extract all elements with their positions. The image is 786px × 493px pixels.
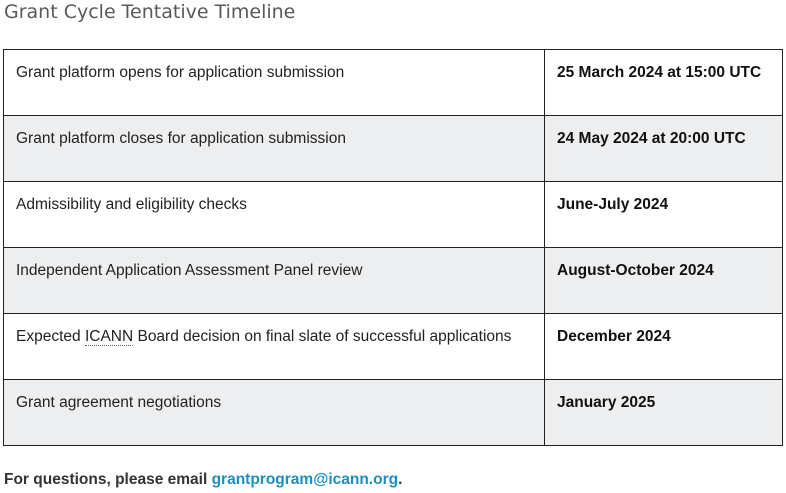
table-row <box>4 248 783 314</box>
table-row <box>4 314 783 380</box>
contact-note <box>4 471 402 489</box>
date-cell: January 2025 <box>545 380 783 446</box>
date-cell: 25 March 2024 at 15:00 UTC <box>545 50 783 116</box>
table-row <box>4 116 783 182</box>
email-link[interactable]: grantprogram@icann.org <box>211 471 399 488</box>
table-row <box>4 380 783 446</box>
table-row <box>4 50 783 116</box>
event-cell: Independent Application Assessment Panel review <box>4 248 545 314</box>
event-cell: Grant platform opens for application submission <box>4 50 545 116</box>
event-suffix: Board decision on final slate of successful applications <box>133 328 512 345</box>
page-title: Grant Cycle Tentative Timeline <box>4 1 296 23</box>
contact-text: For questions, please email <box>4 471 212 488</box>
timeline-table <box>3 49 783 446</box>
event-cell: Grant agreement negotiations <box>4 380 545 446</box>
contact-end: . <box>398 471 403 488</box>
date-cell: December 2024 <box>545 314 783 380</box>
date-cell: August-October 2024 <box>545 248 783 314</box>
event-cell: Grant platform closes for application submission <box>4 116 545 182</box>
event-cell: Admissibility and eligibility checks <box>4 182 545 248</box>
table-row <box>4 182 783 248</box>
date-cell: June-July 2024 <box>545 182 783 248</box>
event-cell <box>4 314 545 380</box>
date-cell: 24 May 2024 at 20:00 UTC <box>545 116 783 182</box>
icann-abbreviation[interactable]: ICANN <box>84 328 134 345</box>
event-prefix: Expected <box>16 328 85 345</box>
